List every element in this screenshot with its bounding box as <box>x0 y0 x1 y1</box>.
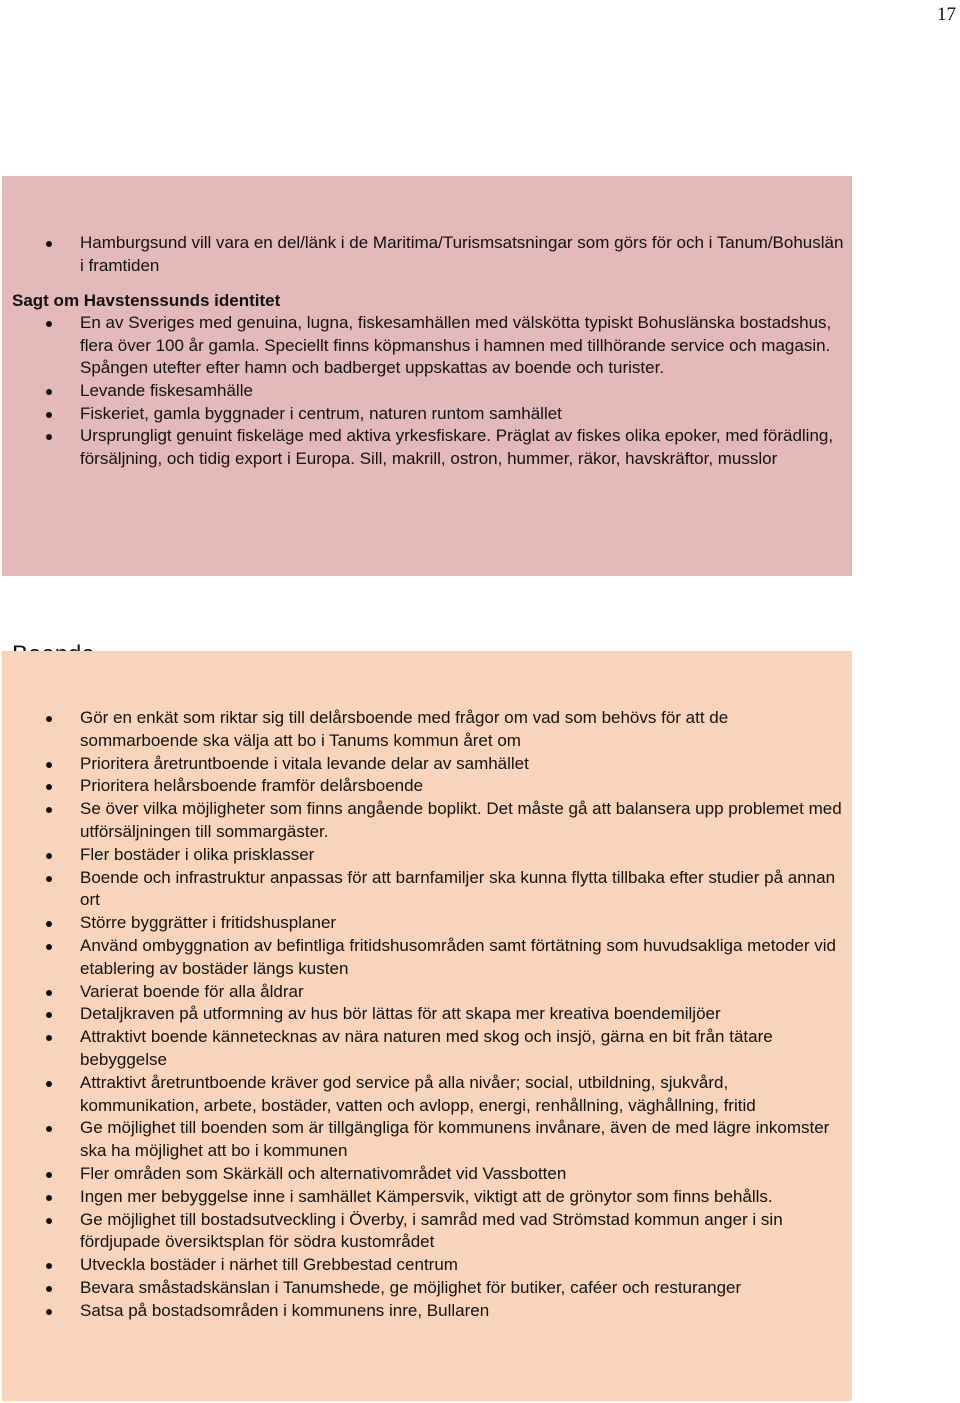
list-item <box>2 935 852 981</box>
bullet-icon <box>46 1172 52 1178</box>
list-item <box>2 403 852 426</box>
list-item-text: Ge möjlighet till bostadsutveckling i Överby, i samråd med vad Strömstad kommun anger i sin fördjupade översiktsplan för södra kustområdet <box>80 1209 783 1252</box>
list-item <box>2 1186 852 1209</box>
list-item-text: Ursprungligt genuint fiskeläge med aktiva yrkesfiskare. Präglat av fiskes olika epoker, med förädling, försäljning, och tidig export i Europa. Sill, makrill, ostron, hummer, räkor, havskräftor, musslor <box>80 426 834 468</box>
list-item <box>2 425 852 470</box>
list-item <box>2 1072 852 1118</box>
page-number: 17 <box>937 4 956 25</box>
list-item-text: Se över vilka möjligheter som finns angående boplikt. Det måste gå att balansera upp problemet med utförsäljningen till sommargäster. <box>80 799 842 841</box>
list-item <box>2 867 852 913</box>
bullet-icon <box>46 1263 52 1269</box>
list-item-text: Satsa på bostadsområden i kommunens inre, Bullaren <box>80 1300 490 1320</box>
bullet-icon <box>46 716 52 722</box>
list-item <box>2 380 852 403</box>
list-item <box>2 1163 852 1186</box>
list-item <box>2 798 852 844</box>
list-item-text: Prioritera åretruntboende i vitala levande delar av samhället <box>80 753 529 773</box>
bullet-icon <box>46 389 52 395</box>
havstenssund-identity-box <box>2 176 852 576</box>
bullet-icon <box>46 412 52 418</box>
list-item <box>2 312 852 380</box>
list-item <box>2 232 852 277</box>
list-item-text: Bevara småstadskänslan i Tanumshede, ge möjlighet för butiker, caféer och resturanger <box>80 1277 742 1297</box>
identity-heading: Sagt om Havstenssunds identitet <box>12 291 281 311</box>
bullet-icon <box>46 921 52 927</box>
list-item <box>2 844 852 867</box>
list-item <box>2 707 852 753</box>
list-item <box>2 1209 852 1255</box>
bullet-icon <box>46 1309 52 1315</box>
bullet-icon <box>46 1286 52 1292</box>
bullet-icon <box>46 876 52 882</box>
intro-list <box>2 232 852 277</box>
list-item-text: Varierat boende för alla åldrar <box>80 981 304 1001</box>
bullet-icon <box>46 1081 52 1087</box>
identity-list <box>2 312 852 470</box>
bullet-icon <box>46 762 52 768</box>
boende-list <box>2 707 852 1323</box>
list-item-text: Fiskeriet, gamla byggnader i centrum, naturen runtom samhället <box>80 403 562 423</box>
list-item <box>2 1300 852 1323</box>
bullet-icon <box>46 1012 52 1018</box>
bullet-icon <box>46 1126 52 1132</box>
list-item <box>2 1117 852 1163</box>
list-item-text: Fler bostäder i olika prisklasser <box>80 844 315 864</box>
list-item-text: Attraktivt boende kännetecknas av nära naturen med skog och insjö, gärna en bit från tätare bebyggelse <box>80 1027 773 1069</box>
list-item-text: Prioritera helårsboende framför delårsboende <box>80 776 424 796</box>
list-item-text: Gör en enkät som riktar sig till delårsboende med frågor om vad som behövs för att de sommarboende ska välja att bo i Tanums kommun året om <box>80 708 729 750</box>
list-item-text: Utveckla bostäder i närhet till Grebbestad centrum <box>80 1255 458 1275</box>
bullet-icon <box>46 321 52 327</box>
list-item <box>2 1003 852 1026</box>
list-item-text: Boende och infrastruktur anpassas för att barnfamiljer ska kunna flytta tillbaka efter studier på annan ort <box>80 867 836 910</box>
list-item-text: Använd ombyggnation av befintliga fritidshusområden samt förtätning som huvudsakliga metoder vid etablering av bostäder längs kusten <box>80 935 836 978</box>
list-item <box>2 1277 852 1300</box>
bullet-icon <box>46 241 52 247</box>
bullet-icon <box>46 1218 52 1224</box>
bullet-icon <box>46 853 52 859</box>
list-item-text: Ge möjlighet till boenden som är tillgängliga för kommunens invånare, även de med lägre inkomster ska ha möjlighet att bo i kommunen <box>80 1118 830 1161</box>
bullet-icon <box>46 944 52 950</box>
bullet-icon <box>46 807 52 813</box>
list-item <box>2 981 852 1004</box>
list-item <box>2 775 852 798</box>
list-item <box>2 753 852 776</box>
boende-box <box>2 651 852 1401</box>
bullet-icon <box>46 1035 52 1041</box>
list-item-text: Detaljkraven på utformning av hus bör lättas för att skapa mer kreativa boendemiljöer <box>80 1004 721 1024</box>
list-item-text: Hamburgsund vill vara en del/länk i de Maritima/Turismsatsningar som görs för och i Tanum/Bohuslän i framtiden <box>80 233 844 275</box>
list-item-text: Större byggrätter i fritidshusplaner <box>80 913 337 933</box>
list-item-text: Levande fiskesamhälle <box>80 380 253 400</box>
list-item-text: Attraktivt åretruntboende kräver god service på alla nivåer; social, utbildning, sjukvård, kommunikation, arbete, bostäder, vatten och avlopp, energi, renhållning, väghållning, fritid <box>80 1072 756 1115</box>
list-item-text: Fler områden som Skärkäll och alternativområdet vid Vassbotten <box>80 1163 567 1183</box>
bullet-icon <box>46 1195 52 1201</box>
list-item <box>2 1026 852 1072</box>
bullet-icon <box>46 434 52 440</box>
bullet-icon <box>46 990 52 996</box>
list-item <box>2 1254 852 1277</box>
bullet-icon <box>46 784 52 790</box>
list-item-text: Ingen mer bebyggelse inne i samhället Kämpersvik, viktigt att de grönytor som finns behålls. <box>80 1186 773 1206</box>
list-item <box>2 912 852 935</box>
list-item-text: En av Sveriges med genuina, lugna, fiskesamhällen med välskötta typiskt Bohuslänska bostadshus, flera över 100 år gamla. Speciellt finns köpmanshus i hamnen med tillhörande service och magasin. Spången utefter efter hamn och badberget uppskattas av boende och turister. <box>80 313 832 378</box>
